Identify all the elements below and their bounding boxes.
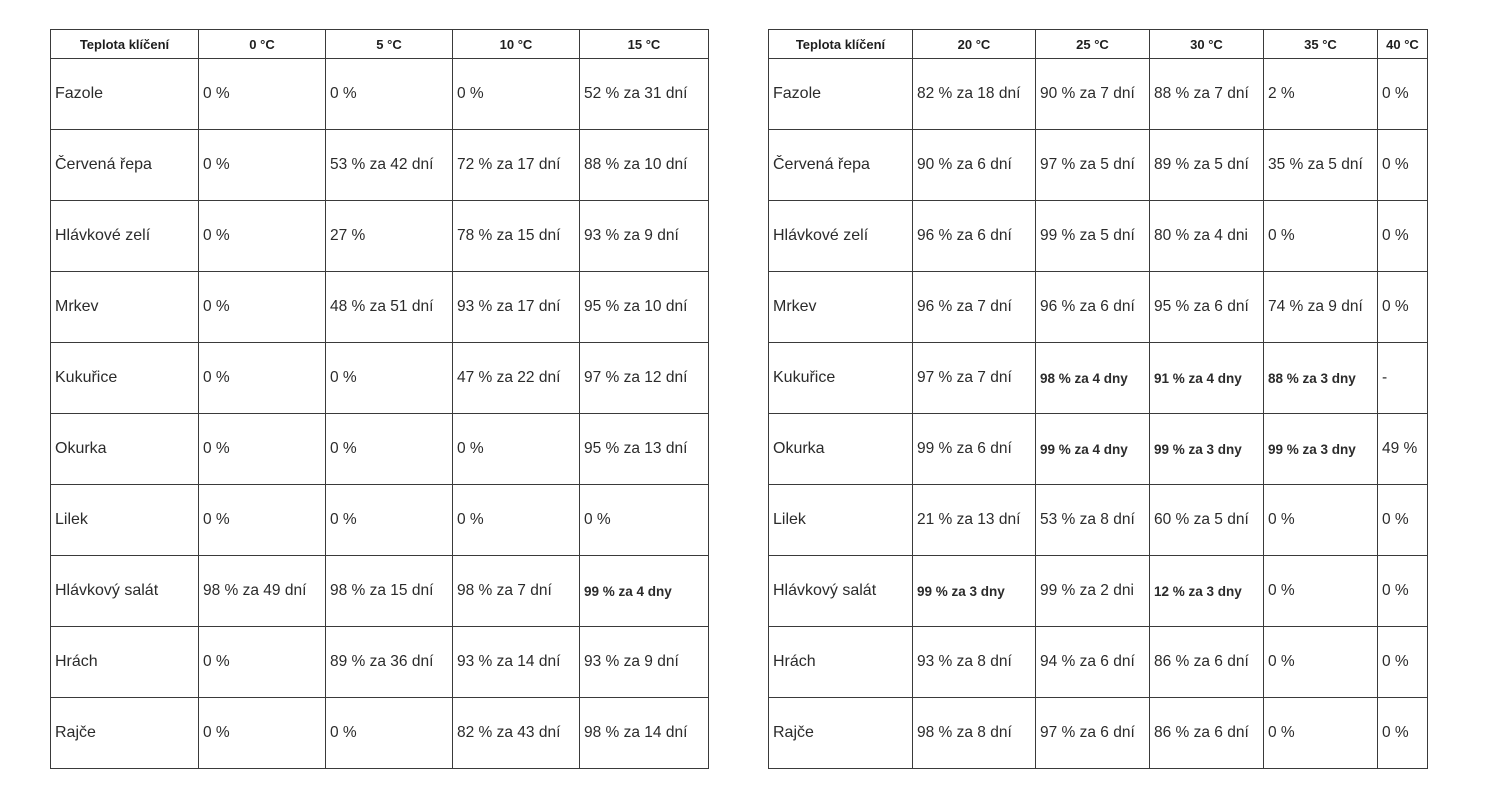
germination-value: 0 % [326,59,453,130]
table-row [51,272,709,343]
germination-value: 72 % za 17 dní [453,130,580,201]
table-row [769,272,1428,343]
crop-name: Hrách [769,627,913,698]
table-row [769,59,1428,130]
germination-value: 98 % za 4 dny [1036,343,1150,414]
table-row [51,343,709,414]
crop-name: Červená řepa [51,130,199,201]
germination-value: 78 % za 15 dní [453,201,580,272]
germination-value: 89 % za 36 dní [326,627,453,698]
header-temperature: 30 °C [1150,30,1264,59]
germination-value: 53 % za 42 dní [326,130,453,201]
germination-value: 48 % za 51 dní [326,272,453,343]
germination-value: 94 % za 6 dní [1036,627,1150,698]
germination-table-low-temps [50,29,709,769]
crop-name: Hlávkový salát [769,556,913,627]
crop-name: Lilek [769,485,913,556]
germination-value: 88 % za 3 dny [1264,343,1378,414]
header-temperature: 40 °C [1378,30,1428,59]
germination-value: 96 % za 6 dní [913,201,1036,272]
germination-value: 93 % za 8 dní [913,627,1036,698]
table-row [51,414,709,485]
germination-value: 21 % za 13 dní [913,485,1036,556]
table-row [51,627,709,698]
germination-value: 98 % za 49 dní [199,556,326,627]
germination-value: 0 % [1378,59,1428,130]
crop-name: Okurka [51,414,199,485]
table-row [769,201,1428,272]
germination-value: 0 % [1378,627,1428,698]
germination-value: 0 % [326,343,453,414]
table-row [51,485,709,556]
germination-value: 86 % za 6 dní [1150,627,1264,698]
table-row [769,485,1428,556]
germination-value: 97 % za 7 dní [913,343,1036,414]
germination-value: 0 % [1264,556,1378,627]
germination-value: 2 % [1264,59,1378,130]
germination-value: 80 % za 4 dni [1150,201,1264,272]
germination-value: 91 % za 4 dny [1150,343,1264,414]
germination-value: 96 % za 7 dní [913,272,1036,343]
germination-value: 99 % za 4 dny [580,556,709,627]
germination-value: 98 % za 15 dní [326,556,453,627]
table-header [769,30,1428,59]
germination-value: 99 % za 5 dní [1036,201,1150,272]
germination-value: 89 % za 5 dní [1150,130,1264,201]
table-body [51,59,709,769]
crop-name: Rajče [769,698,913,769]
table-row [51,201,709,272]
germination-value: 93 % za 9 dní [580,627,709,698]
germination-value: 0 % [453,485,580,556]
table-row [769,556,1428,627]
crop-name: Mrkev [769,272,913,343]
germination-value: 0 % [580,485,709,556]
germination-value: 0 % [199,627,326,698]
germination-value: 0 % [326,698,453,769]
germination-value: 97 % za 12 dní [580,343,709,414]
germination-value: 47 % za 22 dní [453,343,580,414]
germination-value: 0 % [1378,485,1428,556]
crop-name: Hrách [51,627,199,698]
germination-value: 99 % za 4 dny [1036,414,1150,485]
germination-value: 0 % [199,698,326,769]
crop-name: Mrkev [51,272,199,343]
germination-value: 98 % za 14 dní [580,698,709,769]
table-row [769,343,1428,414]
germination-value: 93 % za 14 dní [453,627,580,698]
table-row [51,698,709,769]
germination-value: 0 % [326,414,453,485]
germination-value: 0 % [1264,485,1378,556]
germination-value: 35 % za 5 dní [1264,130,1378,201]
germination-value: 0 % [199,343,326,414]
germination-value: 98 % za 7 dní [453,556,580,627]
germination-value: 93 % za 9 dní [580,201,709,272]
germination-value: - [1378,343,1428,414]
header-label: Teplota klíčení [769,30,913,59]
germination-value: 0 % [199,272,326,343]
germination-value: 90 % za 6 dní [913,130,1036,201]
germination-value: 97 % za 5 dní [1036,130,1150,201]
germination-value: 86 % za 6 dní [1150,698,1264,769]
germination-value: 74 % za 9 dní [1264,272,1378,343]
crop-name: Lilek [51,485,199,556]
germination-value: 82 % za 43 dní [453,698,580,769]
germination-value: 53 % za 8 dní [1036,485,1150,556]
germination-value: 0 % [326,485,453,556]
crop-name: Kukuřice [51,343,199,414]
germination-value: 95 % za 13 dní [580,414,709,485]
crop-name: Hlávkový salát [51,556,199,627]
germination-value: 0 % [1264,627,1378,698]
germination-value: 0 % [1378,201,1428,272]
germination-value: 0 % [199,485,326,556]
table-row [51,556,709,627]
germination-value: 99 % za 3 dny [913,556,1036,627]
crop-name: Fazole [769,59,913,130]
germination-value: 0 % [1378,698,1428,769]
germination-value: 99 % za 6 dní [913,414,1036,485]
germination-value: 98 % za 8 dní [913,698,1036,769]
crop-name: Hlávkové zelí [51,201,199,272]
germination-value: 0 % [453,59,580,130]
germination-value: 0 % [453,414,580,485]
crop-name: Červená řepa [769,130,913,201]
germination-value: 0 % [1378,556,1428,627]
header-temperature: 20 °C [913,30,1036,59]
table-row [769,130,1428,201]
germination-value: 0 % [1264,201,1378,272]
header-row [51,30,709,59]
germination-value: 90 % za 7 dní [1036,59,1150,130]
germination-value: 95 % za 6 dní [1150,272,1264,343]
germination-value: 96 % za 6 dní [1036,272,1150,343]
crop-name: Okurka [769,414,913,485]
table-header [51,30,709,59]
germination-table-high-temps [768,29,1428,769]
germination-value: 27 % [326,201,453,272]
germination-value: 93 % za 17 dní [453,272,580,343]
germination-value: 52 % za 31 dní [580,59,709,130]
germination-value: 88 % za 10 dní [580,130,709,201]
germination-value: 95 % za 10 dní [580,272,709,343]
crop-name: Kukuřice [769,343,913,414]
table-row [769,414,1428,485]
crop-name: Rajče [51,698,199,769]
table-row [769,627,1428,698]
germination-value: 60 % za 5 dní [1150,485,1264,556]
germination-value: 0 % [199,201,326,272]
germination-value: 0 % [1378,272,1428,343]
germination-value: 49 % [1378,414,1428,485]
table-row [769,698,1428,769]
crop-name: Hlávkové zelí [769,201,913,272]
table-row [51,130,709,201]
germination-value: 99 % za 2 dni [1036,556,1150,627]
crop-name: Fazole [51,59,199,130]
header-temperature: 25 °C [1036,30,1150,59]
germination-value: 99 % za 3 dny [1264,414,1378,485]
header-temperature: 5 °C [326,30,453,59]
germination-value: 99 % za 3 dny [1150,414,1264,485]
germination-value: 82 % za 18 dní [913,59,1036,130]
germination-value: 88 % za 7 dní [1150,59,1264,130]
germination-value: 12 % za 3 dny [1150,556,1264,627]
table-row [51,59,709,130]
header-label: Teplota klíčení [51,30,199,59]
table-body [769,59,1428,769]
header-temperature: 10 °C [453,30,580,59]
germination-value: 0 % [199,59,326,130]
header-temperature: 0 °C [199,30,326,59]
header-temperature: 15 °C [580,30,709,59]
germination-value: 0 % [199,414,326,485]
germination-value: 0 % [1378,130,1428,201]
germination-value: 0 % [1264,698,1378,769]
header-row [769,30,1428,59]
germination-value: 0 % [199,130,326,201]
header-temperature: 35 °C [1264,30,1378,59]
germination-value: 97 % za 6 dní [1036,698,1150,769]
